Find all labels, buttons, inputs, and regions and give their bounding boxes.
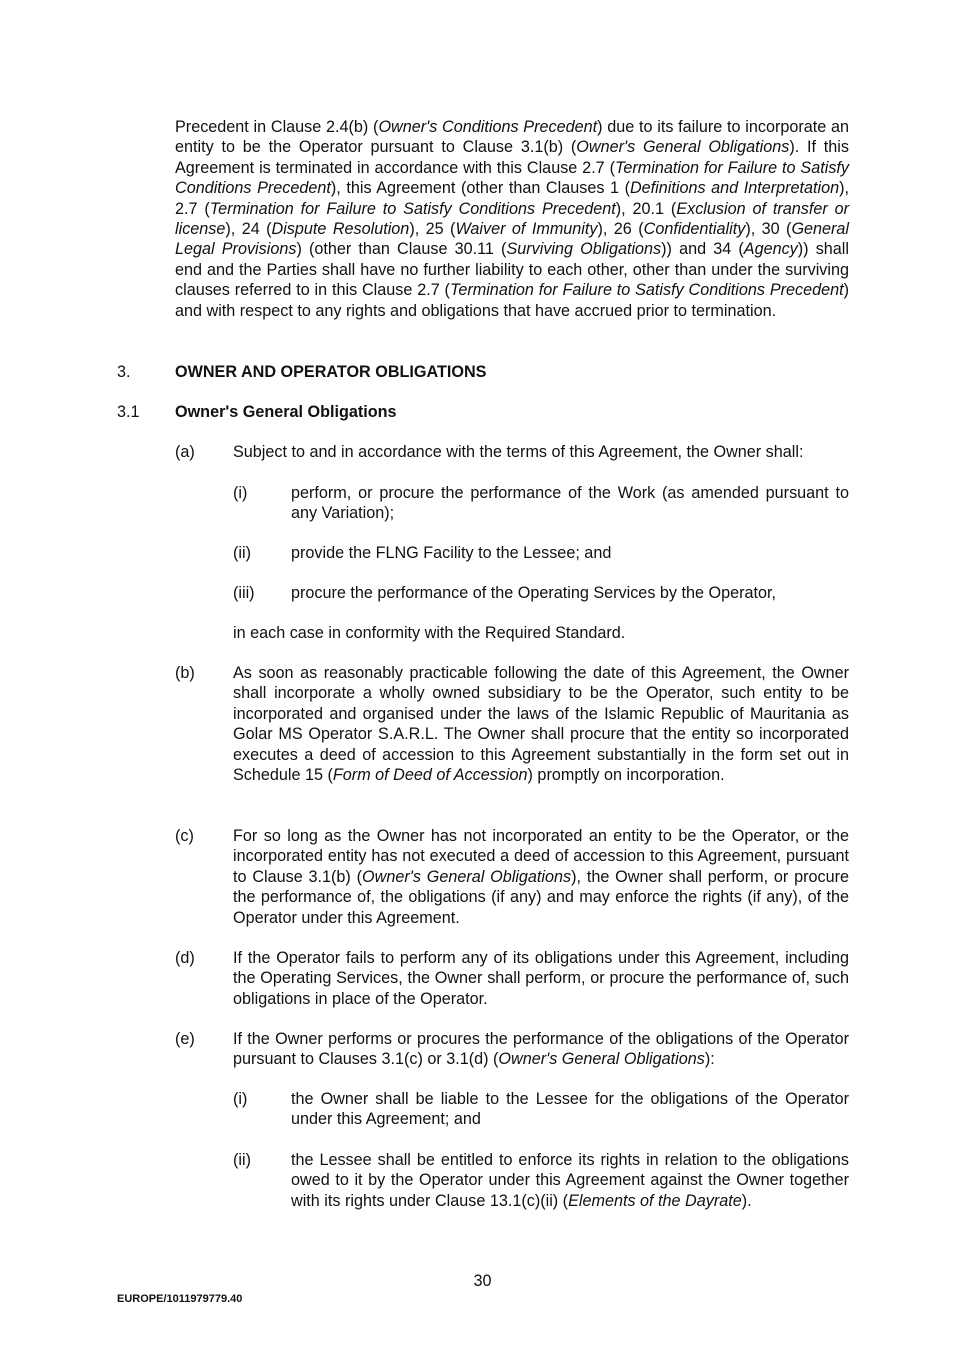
clause-a-ii-text: provide the FLNG Facility to the Lessee; and [291, 544, 612, 562]
section-number: 3. [117, 363, 131, 381]
text-run: As soon as reasonably practicable following the date of this Agreement, the Owner shall incorporate a wholly owned subsidiary to be the Operator, such entity to be incorporated and organised under the laws of the Islamic Republic of Mauritania as Golar MS Operator S.A.R.L. The Owner shall procure that the entity so incorporated executes a deed of accession to this Agreement substantially in the form set out in Schedule 15 ( [233, 664, 849, 785]
subsection-number: 3.1 [117, 403, 140, 421]
italic-reference: Surviving Obligations [506, 240, 662, 259]
text-run: ), 24 ( [225, 220, 272, 239]
text-run: ), 30 ( [745, 220, 792, 239]
text-run: ), 26 ( [597, 220, 644, 239]
clause-a-i-text: perform, or procure the performance of the Work (as amended pursuant to any Variation); [291, 484, 849, 523]
text-run: ) promptly on incorporation. [527, 766, 725, 785]
page-number: 30 [473, 1272, 492, 1290]
text-run: If the Operator fails to perform any of its obligations under this Agreement, including the Operating Services, the Owner shall perform, or procure the performance of, such obligations in place of the Operator. [233, 949, 849, 1008]
text-run: For so long as the Owner has not incorporated an entity to be the Operator, or the incorporated entity has not executed a deed of accession to this Agreement, pursuant to Clause 3.1(b) ( [233, 827, 849, 886]
italic-reference: Termination for Failure to Satisfy Conditions Precedent [175, 158, 850, 198]
text-run: the Lessee shall be entitled to enforce its rights in relation to the obligations owed to it by the Operator under this Agreement against the Owner together with its rights under Clause 13.1(c)(ii) ( [291, 1151, 849, 1210]
italic-reference: General Legal Provisions [175, 220, 850, 259]
italic-reference: Form of Deed of Accession [332, 766, 528, 785]
document-reference: EUROPE/1011979779.40 [117, 1293, 243, 1305]
text-run: Subject to and in accordance with the terms of this Agreement, the Owner shall: [233, 443, 804, 461]
italic-reference: Agency [743, 240, 798, 259]
text-run: ), 20.1 ( [615, 199, 677, 218]
italic-reference: Confidentiality [643, 220, 746, 239]
text-run: ), the Owner shall perform, or procure the performance of, the obligations (if any) and may enforce the rights (if any), of the Operator under this Agreement. [233, 867, 849, 927]
text-run: ) due to its failure to incorporate an entity to be the Operator pursuant to Clause 3.1(b) ( [175, 118, 849, 157]
text-run: )) shall end and the Parties shall have no further liability to each other, other than under the surviving clauses referred to in this Clause 2.7 ( [175, 240, 849, 300]
italic-reference: Exclusion of transfer or license [175, 199, 849, 239]
clause-a-iii-label: (iii) [233, 584, 255, 602]
clause-a-i-label: (i) [233, 484, 248, 502]
italic-reference: Owner's Conditions Precedent [378, 118, 598, 136]
italic-reference: Owner's General Obligations [498, 1050, 705, 1069]
clause-e-i-text [291, 1089, 849, 1130]
text-run: ), 25 ( [409, 220, 456, 239]
italic-reference: Waiver of Immunity [455, 220, 598, 239]
clause-c-text [233, 826, 849, 928]
clause-a-iii-text: procure the performance of the Operating Services by the Operator, [291, 584, 776, 602]
italic-reference: Owner's General Obligations [362, 867, 572, 886]
clause-b-label: (b) [175, 664, 195, 682]
clause-a-tail: in each case in conformity with the Required Standard. [233, 624, 626, 642]
text-run: ). If this Agreement is terminated in accordance with this Clause 2.7 ( [175, 138, 849, 177]
text-run: If the Owner performs or procures the performance of the obligations of the Operator pursuant to Clauses 3.1(c) or 3.1(d) ( [233, 1030, 849, 1069]
clause-e-ii-label: (ii) [233, 1151, 251, 1169]
text-run: Precedent in Clause 2.4(b) ( [175, 118, 379, 136]
text-run: )) and 34 ( [661, 240, 744, 259]
clause-e-label: (e) [175, 1030, 195, 1048]
italic-reference: Elements of the Dayrate [568, 1191, 742, 1210]
text-run: ), 2.7 ( [175, 179, 850, 218]
text-run: ) (other than Clause 30.11 ( [296, 240, 507, 259]
text-run: ): [704, 1050, 715, 1069]
clause-c-label: (c) [175, 827, 194, 845]
clause-a-ii-label: (ii) [233, 544, 251, 562]
clause-d-text [233, 948, 849, 1009]
clause-e-ii-text [291, 1150, 849, 1211]
opening-paragraph [175, 117, 849, 321]
subsection-heading: Owner's General Obligations [175, 403, 397, 421]
clause-d-label: (d) [175, 949, 195, 967]
section-heading: OWNER AND OPERATOR OBLIGATIONS [175, 363, 487, 381]
italic-reference: Owner's General Obligations [576, 138, 790, 157]
italic-reference: Termination for Failure to Satisfy Conditions Precedent [209, 199, 616, 218]
italic-reference: Dispute Resolution [271, 220, 410, 239]
text-run: ). [741, 1191, 752, 1210]
text-run: ) and with respect to any rights and obligations that have accrued prior to termination. [175, 281, 849, 320]
clause-a-text [233, 442, 849, 462]
italic-reference: Termination for Failure to Satisfy Conditions Precedent [449, 281, 844, 300]
italic-reference: Definitions and Interpretation [629, 179, 840, 198]
clause-b-text [233, 663, 849, 785]
text-run: the Owner shall be liable to the Lessee for the obligations of the Operator under this Agreement; and [291, 1090, 849, 1129]
clause-e-text [233, 1029, 849, 1070]
clause-e-i-label: (i) [233, 1090, 248, 1108]
clause-a-label: (a) [175, 443, 195, 461]
text-run: ), this Agreement (other than Clauses 1 ( [330, 179, 630, 198]
